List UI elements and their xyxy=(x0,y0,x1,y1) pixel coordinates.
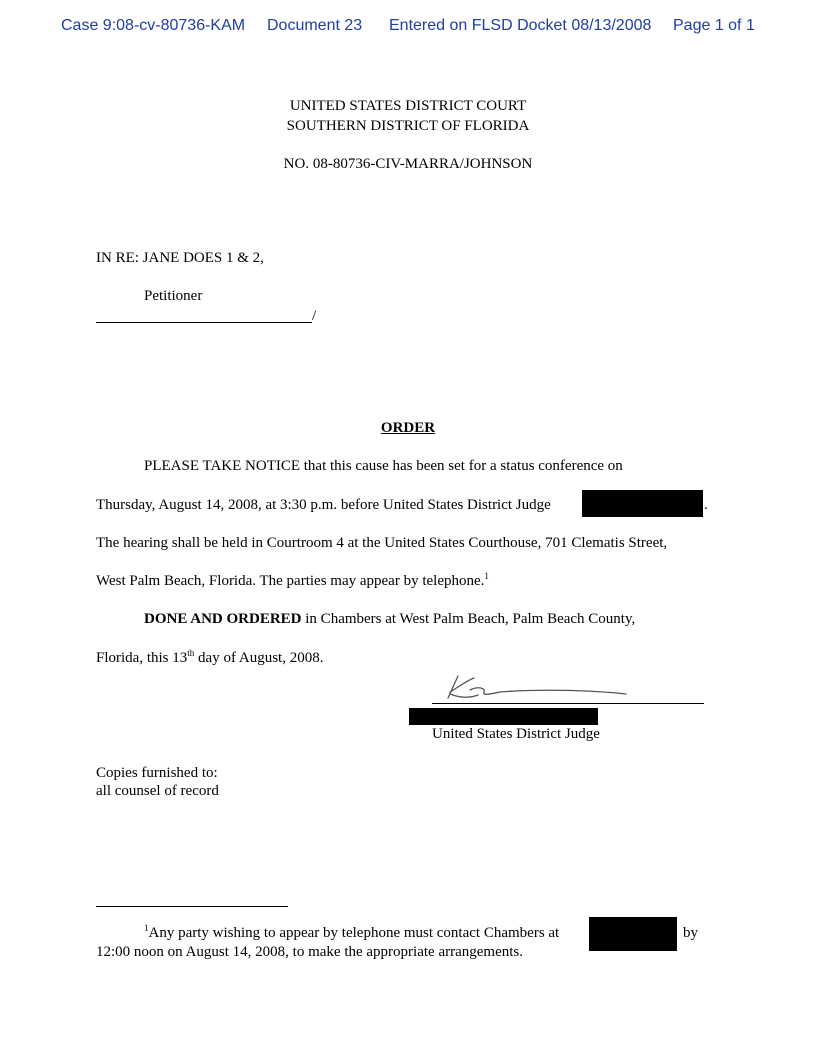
caption-rule xyxy=(96,322,312,323)
court-district: SOUTHERN DISTRICT OF FLORIDA xyxy=(286,118,530,134)
caption-party: Petitioner xyxy=(144,288,203,304)
footnote-reference: 1 xyxy=(484,571,489,581)
done-and-ordered xyxy=(144,610,635,628)
order-line-1: PLEASE TAKE NOTICE that this cause has been set for a status conference on xyxy=(144,458,623,474)
order-line-4-text: West Palm Beach, Florida. The parties may appear by telephone. xyxy=(96,573,485,589)
signature-title: United States District Judge xyxy=(432,726,600,742)
order-date xyxy=(96,649,323,667)
docket-page-count: Page 1 of 1 xyxy=(673,17,755,34)
copies-recipients: all counsel of record xyxy=(96,783,219,799)
footnote-separator xyxy=(96,906,288,907)
done-and-ordered-text: in Chambers at West Palm Beach, Palm Beach County, xyxy=(301,611,636,627)
redaction-signer-name xyxy=(409,708,598,725)
redaction-phone-number xyxy=(589,917,677,951)
signature-image xyxy=(430,668,710,708)
order-date-prefix: Florida, this 13 xyxy=(96,650,188,666)
order-line-2: Thursday, August 14, 2008, at 3:30 p.m. before United States District Judge xyxy=(96,497,551,513)
redaction-judge-name xyxy=(582,490,703,517)
order-title: ORDER xyxy=(380,420,436,436)
court-name: UNITED STATES DISTRICT COURT xyxy=(289,98,527,114)
order-date-suffix: day of August, 2008. xyxy=(194,650,324,666)
footnote-line-1-end: by xyxy=(683,925,698,941)
docket-entered-date: Entered on FLSD Docket 08/13/2008 xyxy=(389,17,652,34)
order-date-superscript: th xyxy=(187,648,195,658)
footnote-line-2: 12:00 noon on August 14, 2008, to make the appropriate arrangements. xyxy=(96,944,523,960)
docket-document-number: Document 23 xyxy=(267,17,363,34)
docket-case-number: Case 9:08-cv-80736-KAM xyxy=(61,17,246,34)
order-line-2-period: . xyxy=(704,497,708,513)
caption-in-re: IN RE: JANE DOES 1 & 2, xyxy=(96,250,264,266)
footnote-line-1 xyxy=(144,924,559,942)
order-line-3: The hearing shall be held in Courtroom 4 at the United States Courthouse, 701 Clematis Street, xyxy=(96,535,668,551)
done-and-ordered-bold: DONE AND ORDERED xyxy=(144,611,302,627)
caption-slash: / xyxy=(312,308,317,324)
signature-line xyxy=(432,703,704,704)
case-number: NO. 08-80736-CIV-MARRA/JOHNSON xyxy=(283,156,533,172)
order-line-4 xyxy=(96,572,489,590)
footnote-mark: 1 xyxy=(144,923,149,933)
copies-furnished: Copies furnished to: xyxy=(96,765,218,781)
footnote-text-1: Any party wishing to appear by telephone must contact Chambers at xyxy=(148,925,560,941)
